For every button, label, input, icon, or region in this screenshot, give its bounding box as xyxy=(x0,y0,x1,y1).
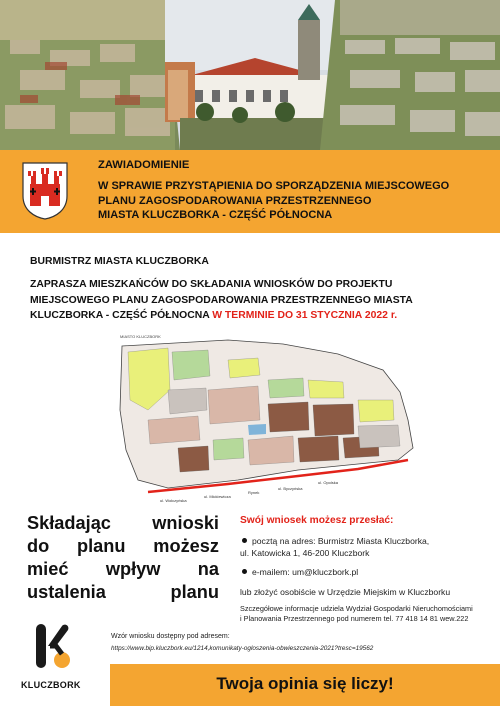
template-url-link[interactable]: https://www.bip.kluczbork.eu/1214,komunikaty-ogloszenia-obwieszczenia-2021?tresc=19562 xyxy=(111,645,374,652)
post-address-line-2: ul. Katowicka 1, 46-200 Kluczbork xyxy=(240,548,370,558)
bottom-slogan-bar xyxy=(110,664,500,706)
map-street-label: ul. Opolska xyxy=(318,480,339,485)
map-street-label: ul. Wołczyńska xyxy=(160,498,187,503)
submission-heading: Swój wniosek możesz przesłać: xyxy=(240,515,394,526)
notice-line: MIASTA KLUCZBORKA - CZĘŚĆ PÓŁNOCNA xyxy=(98,209,333,221)
slogan-line: do planu możesz xyxy=(27,536,219,556)
invite-line: MIEJSCOWEGO PLANU ZAGOSPODAROWANIA PRZESTRZENNEGO MIASTA xyxy=(30,294,413,306)
logo-wordmark: KLUCZBORK xyxy=(21,680,81,690)
slogan-line: mieć wpływ na xyxy=(27,559,219,579)
notice-line: PLANU ZAGOSPODAROWANIA PRZESTRZENNEGO xyxy=(98,194,372,207)
kluczbork-logo-icon xyxy=(26,622,74,670)
invite-line-3 xyxy=(30,308,480,324)
slogan-line: ustalenia planu xyxy=(27,582,219,602)
map-legend-label: MIASTO KLUCZBORK xyxy=(120,334,161,339)
title-band xyxy=(0,150,500,233)
invite-line: ZAPRASZA MIESZKAŃCÓW DO SKŁADANIA WNIOSKÓW DO PROJEKTU xyxy=(30,279,393,290)
city-coat-of-arms xyxy=(22,162,68,220)
post-address-line: pocztą na adres: Burmistrz Miasta Kluczborka, xyxy=(252,536,430,546)
bottom-slogan: Twoja opinia się liczy! xyxy=(216,674,394,693)
template-label: Wzór wniosku dostępny pod adresem: xyxy=(111,633,230,640)
notice-line: W SPRAWIE PRZYSTĄPIENIA DO SPORZĄDZENIA MIEJSCOWEGO xyxy=(98,180,450,192)
invite-line: KLUCZBORKA - CZĘŚĆ PÓŁNOCNA xyxy=(30,310,210,321)
plan-area-map xyxy=(108,330,438,506)
mayor-heading: BURMISTRZ MIASTA KLUCZBORKA xyxy=(30,256,209,267)
map-street-label: ul. Mickiewicza xyxy=(204,494,231,499)
notice-subject xyxy=(98,179,488,223)
influence-slogan xyxy=(27,512,219,604)
slogan-line: Składając wnioski xyxy=(27,513,219,533)
notice-title: ZAWIADOMIENIE xyxy=(98,159,190,171)
city-photos xyxy=(0,0,500,150)
info-line: i Planowania Przestrzennego pod numerem tel. 77 418 14 81 wew.222 xyxy=(240,614,469,623)
map-street-label: ul. Byczyńska xyxy=(278,486,303,491)
in-person-line: lub złożyć osobiście w Urzędzie Miejskim w Kluczborku xyxy=(240,587,451,597)
invitation-text xyxy=(30,277,480,324)
deadline: W TERMINIE DO 31 STYCZNIA 2022 r. xyxy=(212,310,398,321)
info-line: Szczegółowe informacje udziela Wydział Gospodarki Nieruchomościami xyxy=(240,604,473,613)
email-line[interactable]: e-mailem: um@kluczbork.pl xyxy=(252,567,359,577)
header-photo-strip xyxy=(0,0,500,150)
map-street-label: Rynek xyxy=(248,490,260,495)
